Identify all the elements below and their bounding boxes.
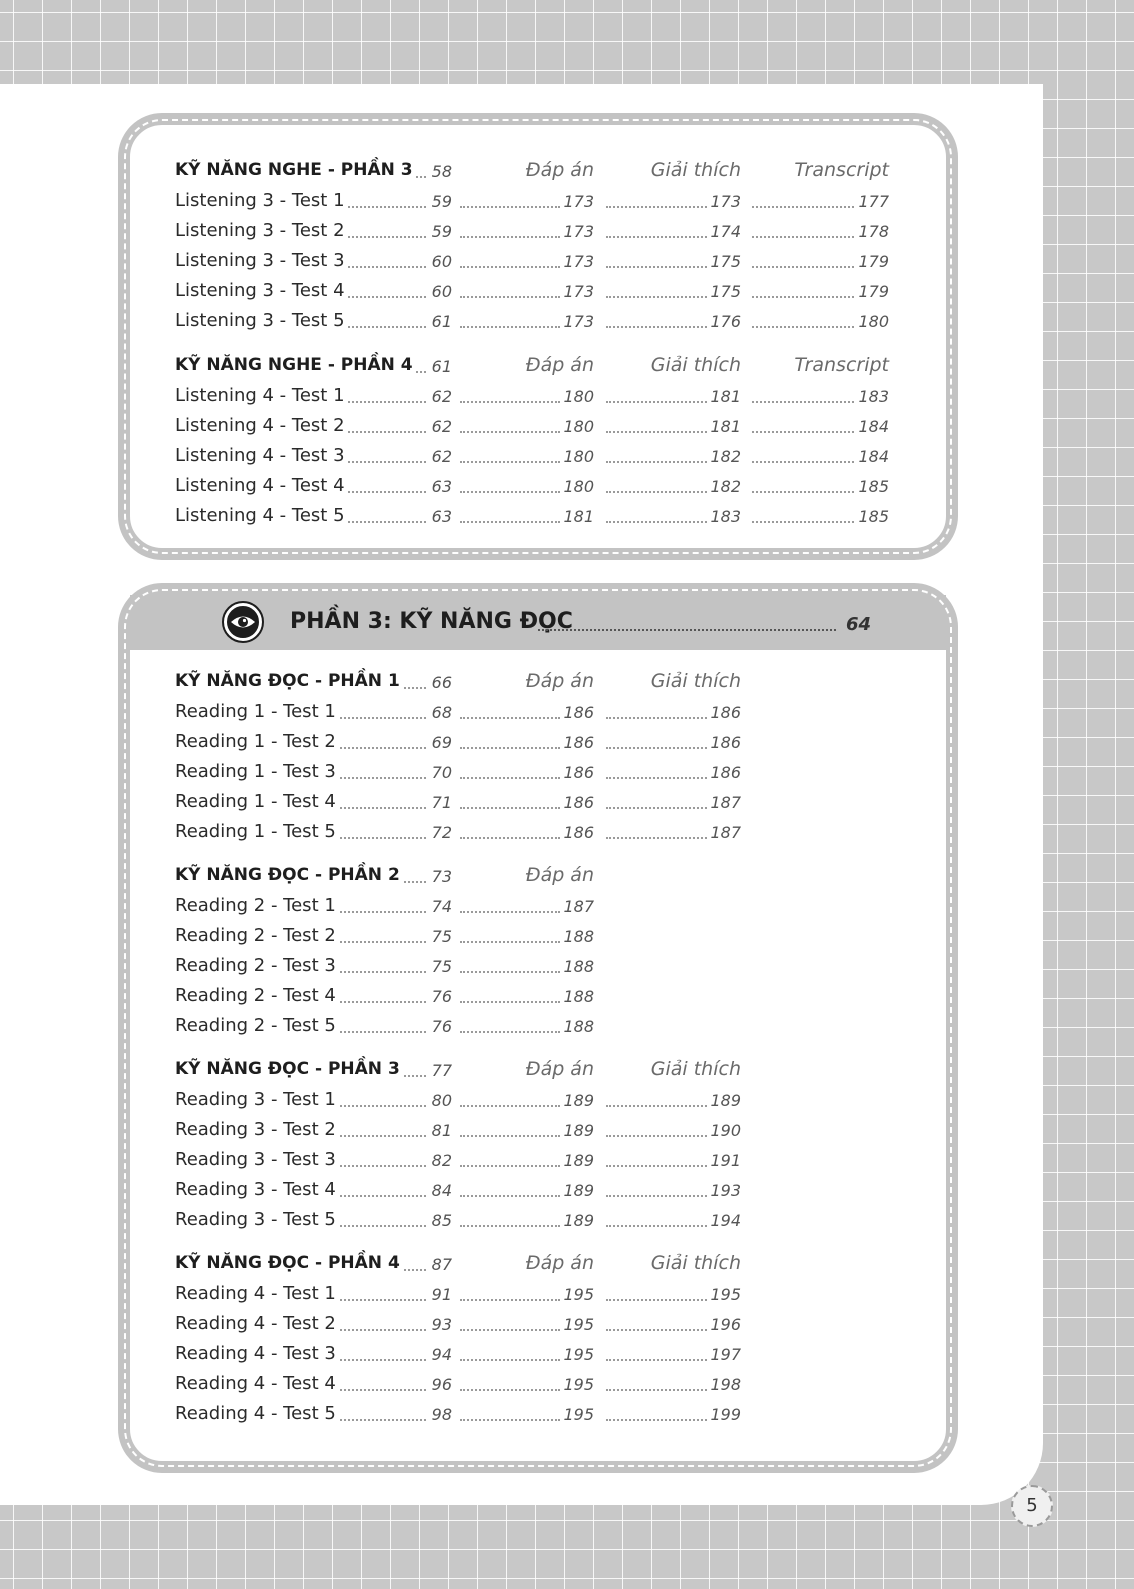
dot-leader xyxy=(460,296,560,298)
entry-label: Reading 4 - Test 2 xyxy=(175,1313,336,1334)
dot-leader xyxy=(606,236,707,238)
toc-entry-row xyxy=(175,922,895,952)
dot-leader xyxy=(460,1419,560,1421)
column-header: Transcript xyxy=(794,354,889,376)
dot-leader xyxy=(752,401,854,403)
section-heading-title: KỸ NĂNG ĐỌC - PHẦN 4 xyxy=(175,1253,400,1273)
entry-explanation-page: 183 xyxy=(710,507,741,526)
entry-explanation-page: 191 xyxy=(710,1151,741,1170)
entry-explanation-page: 175 xyxy=(710,252,741,271)
toc-entry-row xyxy=(175,307,895,337)
dot-leader xyxy=(606,777,707,779)
entry-explanation-page: 175 xyxy=(710,282,741,301)
entry-page: 76 xyxy=(428,1017,452,1036)
entry-answer-page: 188 xyxy=(563,987,594,1006)
entry-answer-page: 180 xyxy=(563,477,594,496)
dot-leader xyxy=(460,401,560,403)
column-header: Đáp án xyxy=(525,1252,594,1274)
dot-leader xyxy=(752,326,854,328)
toc-entry-row xyxy=(175,728,895,758)
dot-leader xyxy=(460,911,560,913)
entry-page: 63 xyxy=(428,507,452,526)
dot-leader xyxy=(606,266,707,268)
dot-leader xyxy=(606,491,707,493)
toc-entry-row xyxy=(175,1280,895,1310)
dot-leader xyxy=(752,491,854,493)
dot-leader xyxy=(460,717,560,719)
entry-transcript-page: 178 xyxy=(858,222,889,241)
reading-part-leader xyxy=(538,629,836,631)
entry-explanation-page: 174 xyxy=(710,222,741,241)
entry-answer-page: 180 xyxy=(563,417,594,436)
reading-toc-card xyxy=(118,583,958,1473)
entry-page: 59 xyxy=(428,222,452,241)
entry-label: Reading 2 - Test 5 xyxy=(175,1015,336,1036)
toc-entry-row xyxy=(175,1370,895,1400)
column-header: Giải thích xyxy=(650,1058,741,1080)
dot-leader xyxy=(460,461,560,463)
entry-page: 74 xyxy=(428,897,452,916)
entry-transcript-page: 180 xyxy=(858,312,889,331)
entry-explanation-page: 186 xyxy=(710,733,741,752)
entry-label: Listening 4 - Test 3 xyxy=(175,445,345,466)
dot-leader xyxy=(752,431,854,433)
entry-label: Reading 3 - Test 4 xyxy=(175,1179,336,1200)
entry-label: Reading 4 - Test 5 xyxy=(175,1403,336,1424)
section-heading-page: 87 xyxy=(428,1255,452,1274)
entry-explanation-page: 197 xyxy=(710,1345,741,1364)
entry-label: Reading 2 - Test 4 xyxy=(175,985,336,1006)
entry-label: Reading 3 - Test 2 xyxy=(175,1119,336,1140)
reading-part-page: 64 xyxy=(846,614,872,635)
dot-leader xyxy=(460,807,560,809)
entry-page: 76 xyxy=(428,987,452,1006)
entry-answer-page: 189 xyxy=(563,1181,594,1200)
entry-page: 82 xyxy=(428,1151,452,1170)
toc-section-heading xyxy=(175,157,895,187)
column-header: Đáp án xyxy=(525,670,594,692)
entry-answer-page: 188 xyxy=(563,927,594,946)
entry-label: Reading 2 - Test 3 xyxy=(175,955,336,976)
dot-leader xyxy=(460,1389,560,1391)
toc-entry-row xyxy=(175,247,895,277)
entry-explanation-page: 196 xyxy=(710,1315,741,1334)
column-header: Đáp án xyxy=(525,354,594,376)
toc-entry-row xyxy=(175,187,895,217)
dot-leader xyxy=(460,1135,560,1137)
dot-leader xyxy=(752,206,854,208)
entry-answer-page: 173 xyxy=(563,222,594,241)
entry-label: Listening 4 - Test 5 xyxy=(175,505,345,526)
entry-explanation-page: 189 xyxy=(710,1091,741,1110)
entry-page: 61 xyxy=(428,312,452,331)
entry-label: Reading 4 - Test 3 xyxy=(175,1343,336,1364)
entry-answer-page: 189 xyxy=(563,1211,594,1230)
entry-label: Reading 3 - Test 5 xyxy=(175,1209,336,1230)
entry-page: 91 xyxy=(428,1285,452,1304)
entry-answer-page: 189 xyxy=(563,1091,594,1110)
section-heading-title: KỸ NĂNG NGHE - PHẦN 4 xyxy=(175,355,413,375)
entry-label: Reading 4 - Test 4 xyxy=(175,1373,336,1394)
toc-entry-row xyxy=(175,1176,895,1206)
entry-explanation-page: 181 xyxy=(710,417,741,436)
entry-transcript-page: 183 xyxy=(858,387,889,406)
entry-answer-page: 186 xyxy=(563,823,594,842)
section-heading-page: 66 xyxy=(428,673,452,692)
page-number: 5 xyxy=(1011,1485,1053,1527)
entry-label: Reading 1 - Test 1 xyxy=(175,701,336,722)
dot-leader xyxy=(606,1165,707,1167)
entry-page: 96 xyxy=(428,1375,452,1394)
entry-label: Listening 3 - Test 5 xyxy=(175,310,345,331)
entry-answer-page: 180 xyxy=(563,447,594,466)
column-header: Đáp án xyxy=(525,864,594,886)
listening-toc-card xyxy=(118,113,958,560)
entry-transcript-page: 179 xyxy=(858,282,889,301)
toc-entry-row xyxy=(175,1206,895,1236)
entry-transcript-page: 184 xyxy=(858,417,889,436)
entry-explanation-page: 186 xyxy=(710,703,741,722)
entry-answer-page: 181 xyxy=(563,507,594,526)
dot-leader xyxy=(606,1299,707,1301)
dot-leader xyxy=(752,266,854,268)
section-heading-page: 61 xyxy=(428,357,452,376)
column-header: Giải thích xyxy=(650,1252,741,1274)
dot-leader xyxy=(460,206,560,208)
entry-page: 59 xyxy=(428,192,452,211)
entry-explanation-page: 182 xyxy=(710,447,741,466)
dot-leader xyxy=(606,837,707,839)
dot-leader xyxy=(460,236,560,238)
entry-answer-page: 195 xyxy=(563,1345,594,1364)
toc-entry-row xyxy=(175,1116,895,1146)
entry-label: Listening 4 - Test 4 xyxy=(175,475,345,496)
dot-leader xyxy=(606,1105,707,1107)
entry-answer-page: 173 xyxy=(563,252,594,271)
dot-leader xyxy=(460,971,560,973)
dot-leader xyxy=(460,491,560,493)
dot-leader xyxy=(752,521,854,523)
dot-leader xyxy=(606,296,707,298)
toc-entry-row xyxy=(175,698,895,728)
column-header: Giải thích xyxy=(650,354,741,376)
entry-label: Reading 1 - Test 4 xyxy=(175,791,336,812)
entry-answer-page: 195 xyxy=(563,1315,594,1334)
entry-answer-page: 186 xyxy=(563,793,594,812)
entry-transcript-page: 179 xyxy=(858,252,889,271)
dot-leader xyxy=(606,1329,707,1331)
entry-answer-page: 188 xyxy=(563,1017,594,1036)
toc-entry-row xyxy=(175,982,895,1012)
entry-page: 75 xyxy=(428,927,452,946)
entry-answer-page: 195 xyxy=(563,1285,594,1304)
toc-section-heading xyxy=(175,862,895,892)
toc-entry-row xyxy=(175,1086,895,1116)
dot-leader xyxy=(460,1031,560,1033)
section-heading-title: KỸ NĂNG ĐỌC - PHẦN 1 xyxy=(175,671,400,691)
toc-entry-row xyxy=(175,1340,895,1370)
column-header: Giải thích xyxy=(650,159,741,181)
entry-explanation-page: 176 xyxy=(710,312,741,331)
dot-leader xyxy=(460,266,560,268)
entry-answer-page: 186 xyxy=(563,763,594,782)
toc-entry-row xyxy=(175,502,895,532)
entry-label: Reading 1 - Test 3 xyxy=(175,761,336,782)
entry-page: 60 xyxy=(428,252,452,271)
entry-label: Reading 2 - Test 2 xyxy=(175,925,336,946)
entry-label: Reading 3 - Test 1 xyxy=(175,1089,336,1110)
entry-page: 94 xyxy=(428,1345,452,1364)
entry-transcript-page: 185 xyxy=(858,507,889,526)
toc-section-heading xyxy=(175,668,895,698)
dot-leader xyxy=(606,401,707,403)
toc-entry-row xyxy=(175,277,895,307)
reading-part-title: PHẦN 3: KỸ NĂNG ĐỌC xyxy=(290,609,573,634)
toc-entry-row xyxy=(175,1146,895,1176)
dot-leader xyxy=(460,1001,560,1003)
toc-section-heading xyxy=(175,1250,895,1280)
toc-entry-row xyxy=(175,758,895,788)
entry-page: 70 xyxy=(428,763,452,782)
toc-entry-row xyxy=(175,217,895,247)
dot-leader xyxy=(752,296,854,298)
entry-label: Listening 4 - Test 1 xyxy=(175,385,345,406)
toc-entry-row xyxy=(175,472,895,502)
section-heading-title: KỸ NĂNG NGHE - PHẦN 3 xyxy=(175,160,413,180)
dot-leader xyxy=(606,1225,707,1227)
entry-page: 62 xyxy=(428,447,452,466)
entry-label: Reading 1 - Test 2 xyxy=(175,731,336,752)
entry-answer-page: 186 xyxy=(563,733,594,752)
entry-page: 72 xyxy=(428,823,452,842)
dot-leader xyxy=(606,717,707,719)
entry-transcript-page: 184 xyxy=(858,447,889,466)
dot-leader xyxy=(460,1105,560,1107)
entry-page: 98 xyxy=(428,1405,452,1424)
dot-leader xyxy=(460,431,560,433)
dot-leader xyxy=(460,1329,560,1331)
column-header: Đáp án xyxy=(525,159,594,181)
entry-answer-page: 180 xyxy=(563,387,594,406)
entry-label: Listening 4 - Test 2 xyxy=(175,415,345,436)
dot-leader xyxy=(606,521,707,523)
dot-leader xyxy=(606,1195,707,1197)
entry-label: Listening 3 - Test 3 xyxy=(175,250,345,271)
entry-label: Reading 3 - Test 3 xyxy=(175,1149,336,1170)
dot-leader xyxy=(460,777,560,779)
section-heading-title: KỸ NĂNG ĐỌC - PHẦN 2 xyxy=(175,865,400,885)
dot-leader xyxy=(460,1359,560,1361)
section-heading-page: 77 xyxy=(428,1061,452,1080)
section-heading-page: 73 xyxy=(428,867,452,886)
entry-explanation-page: 194 xyxy=(710,1211,741,1230)
entry-page: 63 xyxy=(428,477,452,496)
entry-answer-page: 189 xyxy=(563,1151,594,1170)
toc-entry-row xyxy=(175,1310,895,1340)
entry-label: Reading 4 - Test 1 xyxy=(175,1283,336,1304)
entry-label: Listening 3 - Test 2 xyxy=(175,220,345,241)
dot-leader xyxy=(606,747,707,749)
section-heading-title: KỸ NĂNG ĐỌC - PHẦN 3 xyxy=(175,1059,400,1079)
entry-page: 85 xyxy=(428,1211,452,1230)
toc-section-heading xyxy=(175,352,895,382)
column-header: Giải thích xyxy=(650,670,741,692)
entry-answer-page: 188 xyxy=(563,957,594,976)
entry-answer-page: 189 xyxy=(563,1121,594,1140)
dot-leader xyxy=(460,1225,560,1227)
entry-transcript-page: 185 xyxy=(858,477,889,496)
section-heading-page: 58 xyxy=(428,162,452,181)
entry-explanation-page: 190 xyxy=(710,1121,741,1140)
entry-label: Reading 2 - Test 1 xyxy=(175,895,336,916)
entry-answer-page: 173 xyxy=(563,192,594,211)
entry-page: 68 xyxy=(428,703,452,722)
toc-entry-row xyxy=(175,382,895,412)
dot-leader xyxy=(460,521,560,523)
toc-entry-row xyxy=(175,412,895,442)
toc-entry-row xyxy=(175,1012,895,1042)
entry-label: Reading 1 - Test 5 xyxy=(175,821,336,842)
toc-entry-row xyxy=(175,818,895,848)
entry-transcript-page: 177 xyxy=(858,192,889,211)
dot-leader xyxy=(460,1299,560,1301)
entry-page: 93 xyxy=(428,1315,452,1334)
entry-page: 81 xyxy=(428,1121,452,1140)
dot-leader xyxy=(606,1135,707,1137)
entry-explanation-page: 182 xyxy=(710,477,741,496)
column-header: Transcript xyxy=(794,159,889,181)
entry-explanation-page: 173 xyxy=(710,192,741,211)
entry-answer-page: 195 xyxy=(563,1405,594,1424)
dot-leader xyxy=(606,206,707,208)
column-header: Đáp án xyxy=(525,1058,594,1080)
dot-leader xyxy=(606,807,707,809)
dot-leader xyxy=(606,1419,707,1421)
dot-leader xyxy=(460,941,560,943)
entry-page: 62 xyxy=(428,417,452,436)
dot-leader xyxy=(606,461,707,463)
dot-leader xyxy=(606,326,707,328)
entry-explanation-page: 187 xyxy=(710,793,741,812)
entry-explanation-page: 199 xyxy=(710,1405,741,1424)
toc-entry-row xyxy=(175,892,895,922)
toc-entry-row xyxy=(175,1400,895,1430)
dot-leader xyxy=(606,1389,707,1391)
toc-entry-row xyxy=(175,952,895,982)
toc-section-heading xyxy=(175,1056,895,1086)
entry-explanation-page: 195 xyxy=(710,1285,741,1304)
dot-leader xyxy=(460,747,560,749)
entry-page: 84 xyxy=(428,1181,452,1200)
entry-page: 62 xyxy=(428,387,452,406)
entry-answer-page: 173 xyxy=(563,282,594,301)
eye-icon xyxy=(224,603,262,641)
dot-leader xyxy=(606,1359,707,1361)
dot-leader xyxy=(752,461,854,463)
entry-label: Listening 3 - Test 1 xyxy=(175,190,345,211)
entry-explanation-page: 181 xyxy=(710,387,741,406)
entry-page: 69 xyxy=(428,733,452,752)
dot-leader xyxy=(752,236,854,238)
reading-part-banner xyxy=(130,595,946,650)
dot-leader xyxy=(460,326,560,328)
entry-answer-page: 195 xyxy=(563,1375,594,1394)
entry-explanation-page: 198 xyxy=(710,1375,741,1394)
entry-page: 71 xyxy=(428,793,452,812)
dot-leader xyxy=(460,1165,560,1167)
entry-page: 80 xyxy=(428,1091,452,1110)
entry-answer-page: 186 xyxy=(563,703,594,722)
entry-page: 75 xyxy=(428,957,452,976)
entry-page: 60 xyxy=(428,282,452,301)
entry-explanation-page: 187 xyxy=(710,823,741,842)
dot-leader xyxy=(606,431,707,433)
entry-label: Listening 3 - Test 4 xyxy=(175,280,345,301)
entry-answer-page: 187 xyxy=(563,897,594,916)
entry-explanation-page: 193 xyxy=(710,1181,741,1200)
toc-entry-row xyxy=(175,788,895,818)
dot-leader xyxy=(460,837,560,839)
entry-explanation-page: 186 xyxy=(710,763,741,782)
dot-leader xyxy=(460,1195,560,1197)
entry-answer-page: 173 xyxy=(563,312,594,331)
toc-entry-row xyxy=(175,442,895,472)
